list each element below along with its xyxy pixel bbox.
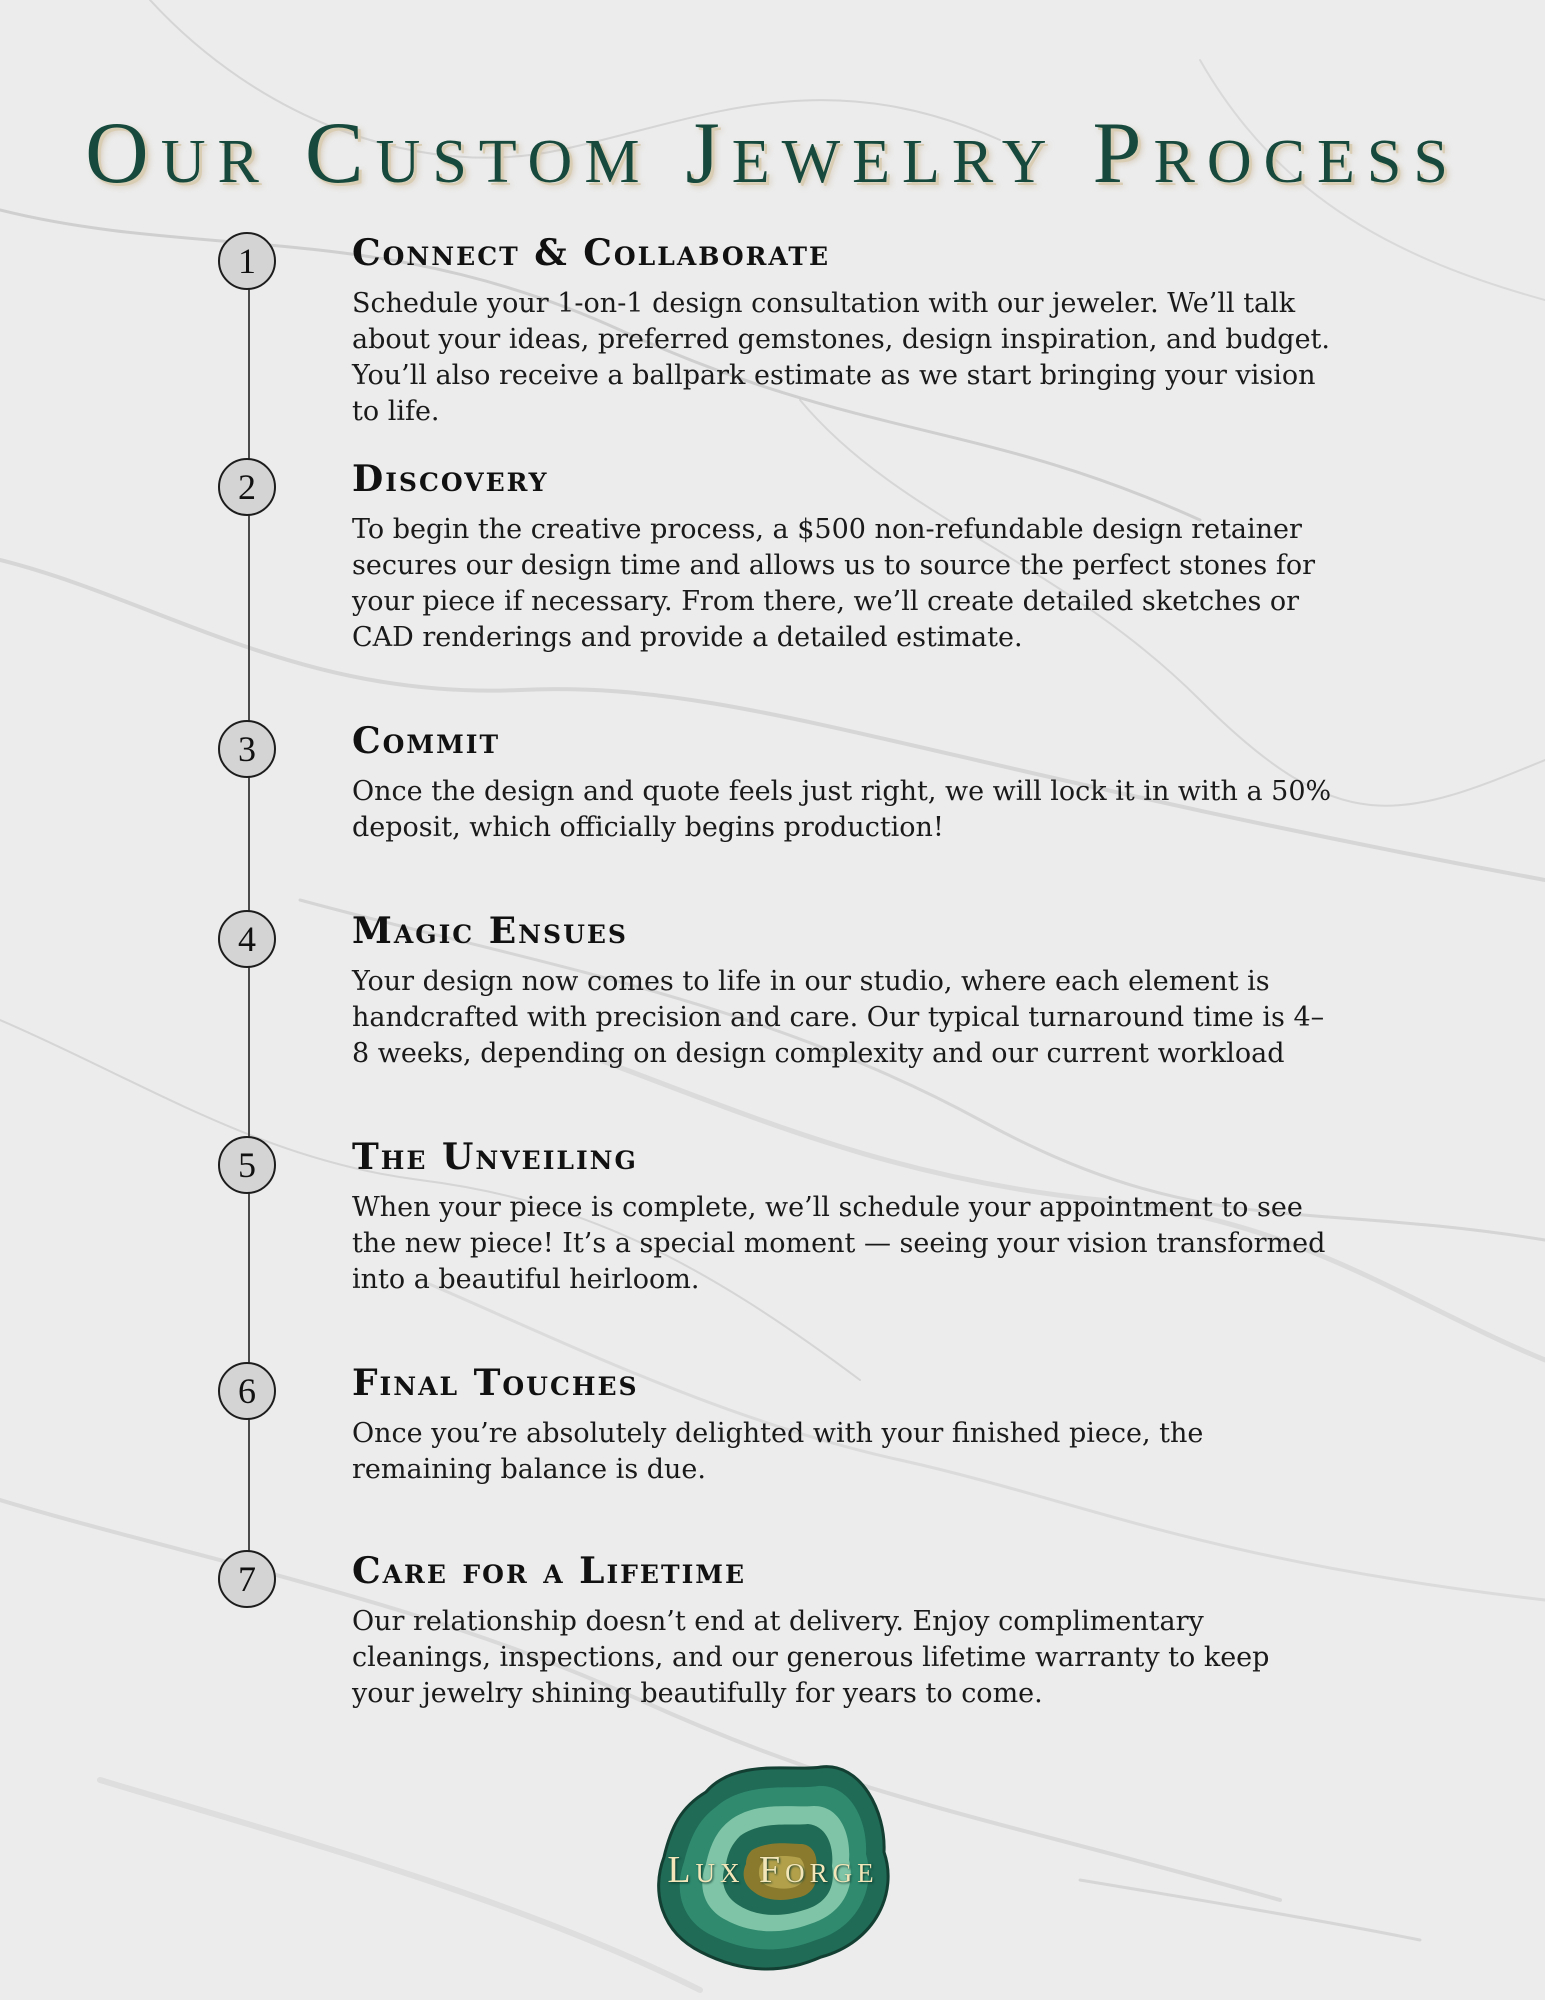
page-title: Our Custom Jewelry Process [85, 105, 1460, 202]
step-title: Final Touches [352, 1362, 639, 1404]
lux-forge-logo [646, 1752, 900, 1976]
step-description: Your design now comes to life in our studio, where each element is handcrafted with precision and care. Our typical turnaround time is 4–8 weeks, depending on design complexity and our current workload [352, 966, 1325, 1069]
step-number-badge: 7 [218, 1550, 276, 1608]
step-number-badge: 1 [218, 232, 276, 290]
step-number-badge: 5 [218, 1136, 276, 1194]
step-description: Schedule your 1-on-1 design consultation with our jeweler. We’ll talk about your ideas, preferred gemstones, design inspiration, and budget. You’ll also receive a ballpark estimate as we start bringing your vision to life. [352, 288, 1330, 427]
step-title: Connect & Collaborate [352, 232, 831, 274]
step-number-badge: 6 [218, 1362, 276, 1420]
step-description: Once you’re absolutely delighted with your finished piece, the remaining balance is due. [352, 1418, 1204, 1485]
step-number-badge: 2 [218, 458, 276, 516]
step-number-badge: 3 [218, 720, 276, 778]
step-description: To begin the creative process, a $500 non-refundable design retainer secures our design time and allows us to source the perfect stones for your piece if necessary. From there, we’ll create detailed sketches or CAD renderings and provide a detailed estimate. [352, 514, 1316, 653]
logo-text: Lux Forge [667, 1849, 879, 1891]
step-title: Discovery [352, 458, 549, 500]
step-title: Commit [352, 720, 501, 762]
step-description: Our relationship doesn’t end at delivery. Enjoy complimentary cleanings, inspections, and our generous lifetime warranty to keep your jewelry shining beautifully for years to come. [352, 1606, 1270, 1709]
step-title: Magic Ensues [352, 910, 628, 952]
step-description: When your piece is complete, we’ll schedule your appointment to see the new piece! It’s a special moment — seeing your vision transformed into a beautiful heirloom. [352, 1192, 1326, 1295]
step-number-badge: 4 [218, 910, 276, 968]
step-description: Once the design and quote feels just right, we will lock it in with a 50% deposit, which officially begins production! [352, 776, 1332, 843]
step-title: The Unveiling [352, 1136, 638, 1178]
step-title: Care for a Lifetime [352, 1550, 747, 1592]
